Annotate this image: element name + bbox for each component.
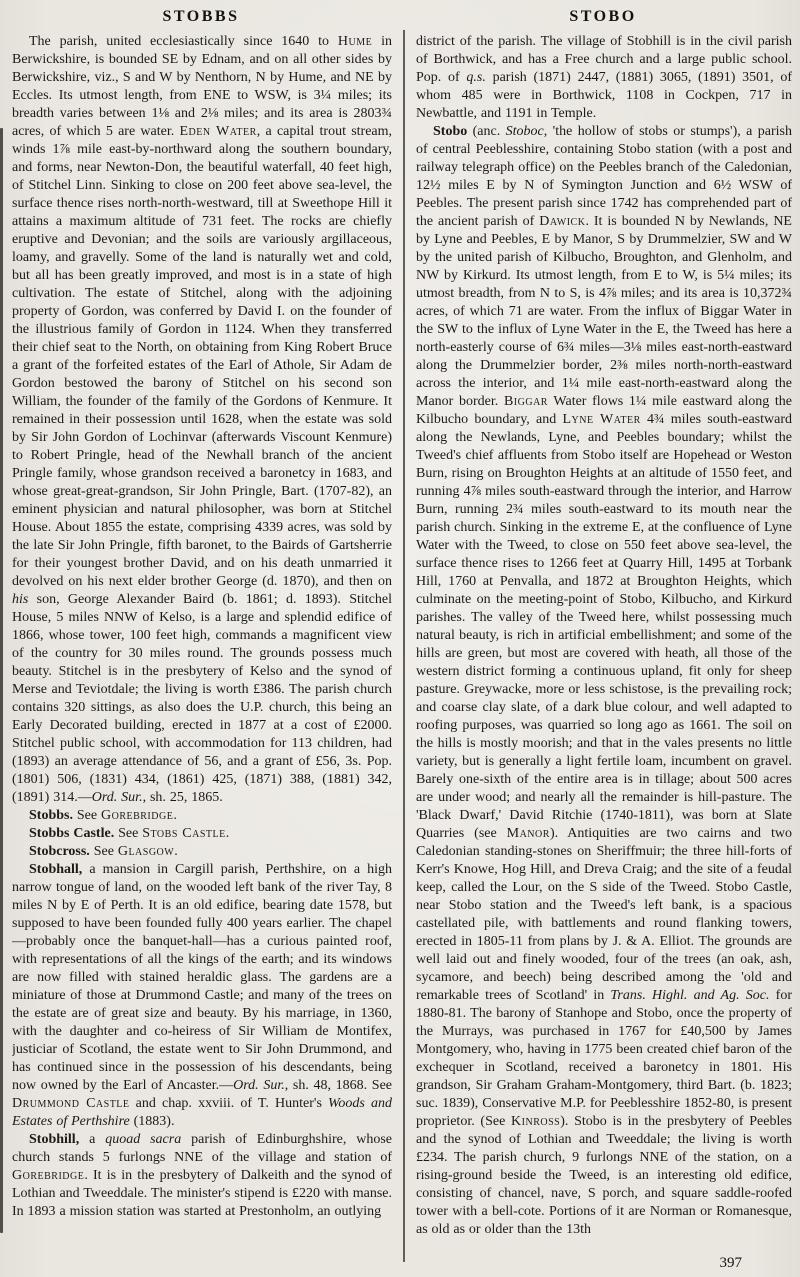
text-segment: See: [114, 826, 143, 841]
right-column: [416, 33, 792, 1269]
text-segment: Glasgow: [117, 844, 175, 859]
left-column: [12, 33, 392, 1269]
paragraph: [12, 807, 392, 825]
text-segment: , a capital trout stream, winds 1⅞ mile east-by-northward along the southern boundary, and forms, near Newton-Don, the beautiful waterfall, 40 feet high, of Stitchel Linn. Sinking to close on 200 feet above sea-level, the surface thence rises north-north-westward, till at Sweethope Hill it attains a maximum altitude of 731 feet. The rocks are chiefly eruptive and Devonian; and the soils are variously argillaceous, loamy, and gravelly. Some of the land is naturally wet and cold, but all has been greatly improved, and most is in a state of high cultivation. The estate of Stitchel, along with the adjoining property of Gordon, was conferred by David I. on the founder of the illustrious family of Gordon in 1124. When they transferred their chief seat to the North, on obtaining from King Robert Bruce a grant of the forfeited estates of the Earl of Athole, Sir Adam de Gordon bestowed the barony of Stitchel on his second son William, the founder of the family of the Gordons of Kenmure. It remained in their possession until 1628, when the estate was sold by Sir John Gordon of Lochinvar (afterwards Viscount Kenmure) to Robert Pringle, head of the Newhall branch of the ancient Pringle family, whose grandson received a baronetcy in 1683, and whose great-great-grandson, Sir John Pringle, Bart. (1707-82), an eminent physician and natural philosopher, was born at Stitchel House. About 1855 the estate, comprising 4339 acres, was sold by the late Sir John Pringle, fifth baronet, to the Bairds of Gartsherrie for their youngest brother David, and on his death unmarried it devolved on his next elder brother George (d. 1870), and then on: [12, 124, 392, 589]
text-segment: .: [174, 844, 178, 859]
entry-headword: Stobhall,: [29, 862, 83, 877]
text-segment: Dawick: [539, 214, 586, 229]
paragraph: [12, 861, 392, 1131]
entry-headword: Stobbs Castle.: [29, 826, 115, 841]
text-segment: Drummond Castle: [12, 1096, 130, 1111]
text-segment: . It is in the presbytery of Dalkeith and the synod of Lothian and Tweeddale. The minister's stipend is £220 with manse. In 1893 a mission station was started at Prestonholm, an outlying: [12, 1168, 392, 1219]
paragraph: [416, 33, 792, 123]
running-head-right: STOBO: [569, 8, 637, 25]
text-segment: Gorebridge: [100, 808, 174, 823]
entry-headword: Stobo: [433, 124, 468, 139]
paragraph: [12, 33, 392, 807]
text-segment: Eden Water: [179, 124, 257, 139]
text-segment: See: [72, 808, 101, 823]
text-segment: Biggar: [503, 394, 548, 409]
text-segment: a mansion in Cargill parish, Perthshire, on a high narrow tongue of land, on the wooded left bank of the river Tay, 8 miles N by E of Perth. It is an old edifice, bearing date 1578, but supposed to have been founded fully 400 years earlier. The chapel—probably once the banquet-hall—has a curious painted roof, with representations of all the kings of the earth; and its windows are now filled with stained heraldic glass. The gardens are a miniature of those at Drummond Castle; and many of the trees on the estate are of great size and beauty. By his marriage, in 1360, with the daughter and co-heiress of Sir William de Montifex, justiciar of Scotland, the estate went to Sir John Drummond, and has continued since in the possession of his descendants, being now owned by the Earl of Ancaster.—: [12, 862, 392, 1093]
text-segment: quoad sacra: [105, 1132, 182, 1147]
text-segment: district of the parish. The village of Stobhill is in the civil parish of Borthwick, and has a Free church and a large public school. Pop. of: [416, 34, 792, 85]
text-segment: (1883).: [129, 1114, 175, 1129]
text-segment: . It is bounded N by Newlands, NE by Lyne and Peebles, E by Manor, S by Drummelzier, SW and W by the united parish of Kilbucho, Broughton, and Glenholm, and NW by Kirkurd. Its utmost length, from E to W, is 5¼ miles; its utmost breadth, from N to S, is 4⅞ miles; and its area is 10,372¾ acres, of which 71 are water. From the influx of Biggar Water in the SW to the influx of Lyne Water in the E, the Tweed has here a north-easterly course of 6¾ miles—3⅛ miles east-north-eastward along the Drummelzier border, 2⅜ miles north-north-eastward across the interior, and 1¼ mile east-north-eastward along the Manor border.: [416, 214, 792, 409]
text-segment: , sh. 48, 1868. See: [284, 1078, 392, 1093]
page-number: 397: [719, 1255, 742, 1271]
text-segment: See: [89, 844, 118, 859]
paragraph: [12, 1131, 392, 1221]
text-segment: 4¾ miles south-eastward along the Newlands, Lyne, and Peebles boundary; whilst the Tweed's chief affluents from Stobo itself are Hopehead or Weston Burn, rising on Broughton Heights at an altitude of 1550 feet, and running 4⅞ miles south-eastward through the interior, and Harrow Burn, running 2¾ miles south-eastward to its mouth near the parish church. Sinking in the extreme E, at the confluence of Lyne Water with the Tweed, to close on 550 feet above sea-level, the surface thence rises to 1266 feet at Quarry Hill, 1495 at Torbank Hill, 1760 at Penvalla, and 1872 at Broughton Heights, which culminate on the meeting-point of Stobo, Kilbucho, and Kirkurd parishes. The valley of the Tweed here, whilst possessing much natural beauty, is rich in artificial embellishment; and some of the hills are green, but most are covered with heath, all those of the western district forming a continuous upland, fit only for sheep pasture. Greywacke, more or less schistose, is the prevailing rock; and coarse clay slate, of a dark blue colour, and well adapted to roofing purposes, was quarried so long ago as 1661. The soil on the hills is mostly moorish; and that in the vales presents no little variety, but is generally a light fertile loam, incumbent on gravel. Barely one-sixth of the entire area is in tillage; about 500 acres are under wood; and nearly all the remainder is hill-pasture. The 'Black Dwarf,' David Ritchie (1740-1811), was born at Slate Quarries (see: [416, 412, 792, 841]
text-segment: (anc.: [467, 124, 506, 139]
text-segment: Water flows 1¼ mile eastward along the Kilbucho boundary, and: [416, 394, 792, 427]
text-segment: parish of Edinburghshire, whose church stands 5 furlongs NNE of the village and station of: [12, 1132, 392, 1165]
text-segment: parish (1871) 2447, (1881) 3065, (1891) 3501, of whom 485 were in Borthwick, 1108 in Cockpen, 717 in Newbattle, and 1191 in Temple.: [416, 70, 792, 121]
text-segment: Woods and Estates of Perthshire: [12, 1096, 392, 1129]
text-segment: ). Stobo is in the presbytery of Peebles and the synod of Lothian and Tweeddale; the living is worth £234. The parish church, 9 furlongs NNE of the station, on a rising-ground beside the Tweed, is an interesting old edifice, consisting of chancel, nave, S porch, and square saddle-roofed tower with a bell-cote. Portions of it are Norman or Romanesque, as old as or older than the 13th: [416, 1114, 792, 1237]
text-segment: his: [12, 592, 29, 607]
text-segment: Stoboc: [505, 124, 544, 139]
running-head-left: STOBBS: [162, 8, 240, 25]
text-segment: Ord. Sur.: [233, 1078, 285, 1093]
entry-headword: Stobhill,: [29, 1132, 80, 1147]
text-segment: q.s.: [466, 70, 486, 85]
text-segment: Trans. Highl. and Ag. Soc.: [610, 988, 770, 1003]
text-segment: Stobs Castle: [142, 826, 226, 841]
text-segment: .: [173, 808, 177, 823]
text-segment: Ord. Sur.: [91, 790, 143, 805]
text-segment: , 'the hollow of stobs or stumps'), a parish of central Peeblesshire, containing Stobo station (with a post and railway telegraph office) on the Peebles branch of the Caledonian, 12½ miles E by N of Symington Junction and 6½ WSW of Peebles. The present parish since 1742 has comprehended part of the ancient parish of: [416, 124, 792, 229]
text-segment: and chap. xxviii. of T. Hunter's: [129, 1096, 329, 1111]
text-segment: Lyne Water: [562, 412, 641, 427]
text-segment: Kinross: [511, 1114, 561, 1129]
text-segment: son, George Alexander Baird (b. 1861; d. 1893). Stitchel House, 5 miles NNW of Kelso, is a large and splendid edifice of 1866, whose tower, 100 feet high, commands a magnificent view of the country for 30 miles round. The grounds possess much beauty. Stitchel is in the presbytery of Kelso and the synod of Merse and Teviotdale; the living is worth £386. The parish church contains 320 sittings, as also does the U.P. church, this being an Early Decorated building, erected in 1877 at a cost of £2000. Stitchel public school, with accommodation for 113 children, had (1893) an average attendance of 56, and a grant of £56, 3s. Pop. (1801) 506, (1831) 434, (1861) 425, (1871) 388, (1881) 342, (1891) 314.—: [12, 592, 392, 805]
text-segment: for 1880-81. The barony of Stanhope and Stobo, once the property of the Murrays, was purchased in 1767 for £40,500 by James Montgomery, who, having in 1775 been created chief baron of the exchequer in Scotland, received a baronetcy in 1801. His grandson, Sir Graham Graham-Montgomery, third Bart. (b. 1823; suc. 1839), Conservative M.P. for Peeblesshire 1852-80, is present proprietor. (See: [416, 988, 792, 1129]
text-segment: Manor: [506, 826, 550, 841]
page-gutter-shadow: [0, 128, 3, 1233]
text-segment: .: [225, 826, 230, 841]
paragraph: [12, 825, 392, 843]
paragraph: [416, 123, 792, 1239]
text-segment: in Berwickshire, is bounded SE by Ednam, and on all other sides by Berwickshire, viz., S and W by Nenthorn, N by Hume, and NE by Eccles. Its utmost length, from ENE to WSW, is 3¼ miles; its breadth varies between 1⅛ and 2⅛ miles; and its area is 2803¾ acres, of which 5 are water.: [12, 34, 392, 139]
text-segment: ). Antiquities are two cairns and two Caledonian standing-stones on Sheriffmuir; the three hill-forts of Kerr's Knowe, Hog Hill, and Dreva Craig; and the site of a feudal keep, called the Lour, on the S side of the Tweed. Stobo Castle, near Stobo station and the Tweed's left bank, is a spacious castellated pile, with battlements and round flanking towers, erected in 1805-11 from plans by J. & A. Elliot. The grounds are well laid out and finely wooded, four of the trees (an oak, ash, sycamore, and beech) being described among the 'old and remarkable trees of Scotland' in: [416, 826, 792, 1003]
paragraph: [12, 843, 392, 861]
entry-headword: Stobcross.: [29, 844, 90, 859]
text-segment: , sh. 25, 1865.: [142, 790, 223, 805]
text-segment: The parish, united ecclesiastically since 1640 to: [29, 34, 338, 49]
column-divider-rule: [403, 30, 405, 1262]
entry-headword: Stobbs.: [29, 808, 73, 823]
text-segment: Gorebridge: [12, 1168, 85, 1183]
text-segment: a: [79, 1132, 106, 1147]
text-segment: Hume: [337, 34, 373, 49]
